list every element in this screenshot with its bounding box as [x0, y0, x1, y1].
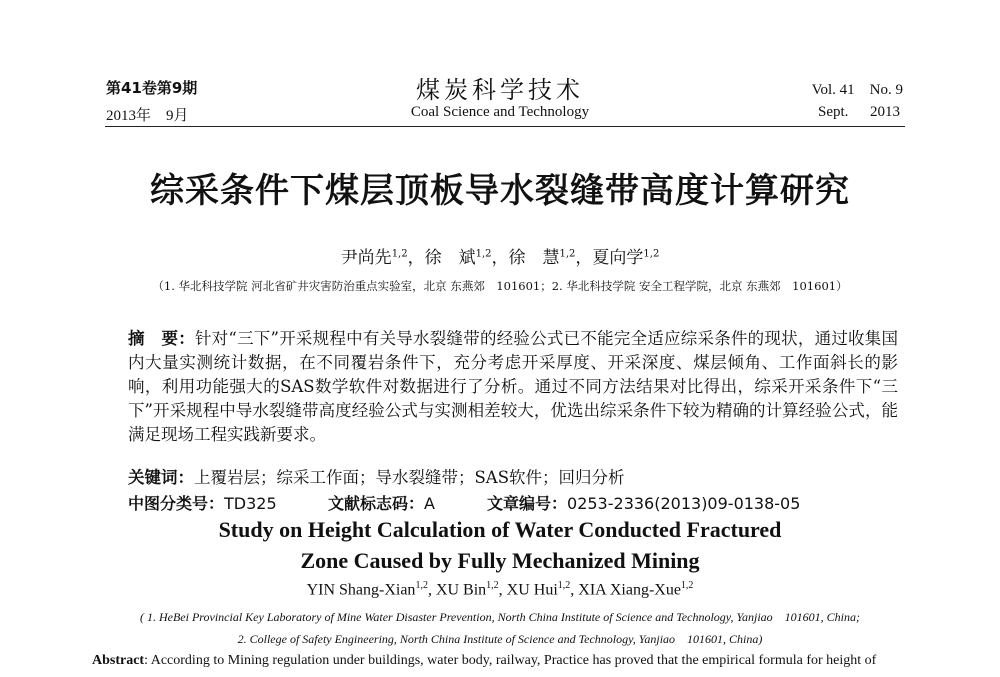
- abstract-cn-text: 针对“三下”开采规程中有关导水裂缝带的经验公式已不能完全适应综采条件的现状，通过收集国内大量实测统计数据，在不同覆岩条件下，充分考虑开采厚度、开采深度、煤层倾角、工作面斜长的影响，利用功能强大的SAS数学软件对数据进行了分析。通过不同方法结果对比得出，综采开采条件下“三下”开采规程中导水裂缝带高度经验公式与实测相差较大，优选出综采条件下较为精确的计算经验公式，能满足现场工程实践新要求。: [128, 329, 899, 444]
- article-value: 0253-2336(2013)09-0138-05: [567, 494, 801, 513]
- keywords-label: 关键词：: [128, 468, 194, 487]
- authors-en: YIN Shang-Xian$^{1,2}$, XU Bin$^{1,2}$, XU Hui$^{1,2}$, XIA Xiang-Xue$^{1,2}$: [306, 580, 694, 599]
- article-label: 文章编号：: [487, 494, 568, 513]
- abstract-cn-label: 摘 要：: [128, 329, 195, 348]
- header-rule: [105, 126, 905, 127]
- month-en: Sept.: [818, 104, 849, 120]
- author-cn: 徐 慧: [508, 248, 560, 268]
- author-en: YIN Shang-Xian: [306, 581, 416, 599]
- authors-cn: 尹尚先$^{1,2}$，徐 斌$^{1,2}$，徐 慧$^{1,2}$，夏向学$^{1,2}$: [340, 248, 660, 268]
- author-cn: 尹尚先: [340, 248, 392, 268]
- classification-line: [128, 491, 277, 514]
- abstract-en-text: : According to Mining regulation under buildings, water body, railway, Practice has proved that the empirical formula for height of: [144, 653, 877, 668]
- keywords-cn: [128, 464, 625, 488]
- volume-number-en: Vol. 41 No. 9: [811, 82, 903, 98]
- author-sup: 1,2: [680, 580, 694, 591]
- author-cn: 夏向学: [592, 248, 644, 268]
- paper-title-en-line2: Zone Caused by Fully Mechanized Mining: [300, 548, 700, 573]
- author-en: XU Bin: [435, 581, 487, 599]
- affiliation-cn: （1. 华北科技学院 河北省矿井灾害防治重点实验室，北京 东燕郊 101601；2. 华北科技学院 安全工程学院，北京 东燕郊 101601）: [152, 279, 848, 293]
- affiliation-en-line1: ( 1. HeBei Provincial Key Laboratory of Mine Water Disaster Prevention, North China Institute of Science and Technology, Yanjiao 101601, China;: [139, 610, 861, 624]
- doc-code: [328, 491, 435, 514]
- abstract-cn: [128, 327, 898, 447]
- author-sup: 1,2: [559, 248, 576, 260]
- volume-issue-cn: 第41卷第9期: [106, 79, 198, 97]
- affiliation-en-line2: 2. College of Safety Engineering, North China Institute of Science and Technology, Yanjiao 101601, China): [237, 632, 763, 646]
- author-sup: 1,2: [557, 580, 571, 591]
- author-sup: 1,2: [486, 580, 499, 591]
- year-en: 2013: [870, 104, 900, 120]
- doc-value: A: [424, 494, 435, 513]
- author-en: XU Hui: [506, 581, 558, 599]
- clc-value: TD325: [224, 494, 277, 513]
- abstract-en: [92, 653, 876, 669]
- author-en: XIA Xiang-Xue: [578, 581, 681, 599]
- paper-title-en-line1: Study on Height Calculation of Water Conducted Fractured: [218, 517, 782, 542]
- date-cn: 2013年 9月: [106, 108, 189, 124]
- author-sup: 1,2: [415, 580, 428, 591]
- journal-title-en: Coal Science and Technology: [410, 104, 590, 120]
- article-number: [487, 491, 800, 514]
- paper-title-cn: 综采条件下煤层顶板导水裂缝带高度计算研究: [150, 171, 850, 211]
- author-cn: 徐 斌: [424, 248, 476, 268]
- journal-title-cn: 煤炭科学技术: [416, 76, 584, 104]
- keywords-text: 上覆岩层；综采工作面；导水裂缝带；SAS软件；回归分析: [194, 468, 625, 487]
- author-sup: 1,2: [475, 248, 492, 260]
- doc-label: 文献标志码：: [328, 494, 425, 513]
- clc-label: 中图分类号：: [128, 494, 225, 513]
- abstract-en-label: Abstract: [92, 653, 145, 668]
- author-sup: 1,2: [391, 248, 408, 260]
- author-sup: 1,2: [643, 248, 660, 260]
